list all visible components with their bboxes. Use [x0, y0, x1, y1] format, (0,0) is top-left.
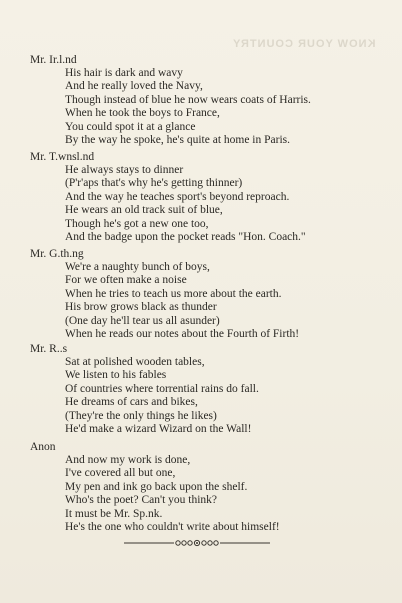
- verse-line: When he took the boys to France,: [65, 107, 220, 120]
- verse-line: His brow grows black as thunder: [65, 301, 217, 314]
- verse-line: And now my work is done,: [65, 454, 191, 466]
- stanza-lines: [65, 164, 306, 244]
- stanza-name: Mr. R..s: [30, 343, 68, 355]
- verse-line: We listen to his fables: [65, 369, 167, 382]
- verse-line: Who's the poet? Can't you think?: [65, 494, 218, 507]
- verse-line: His hair is dark and wavy: [65, 67, 183, 79]
- verse-line: For we often make a noise: [65, 274, 187, 287]
- verse-line: He wears an old track suit of blue,: [65, 204, 223, 217]
- verse-line: And the way he teaches sport's beyond reproach.: [65, 190, 290, 203]
- verse-line: (They're the only things he likes): [65, 409, 217, 422]
- decorative-divider-ornament: [122, 537, 272, 549]
- verse-line: My pen and ink go back upon the shelf.: [65, 480, 248, 493]
- verse-line: We're a naughty bunch of boys,: [65, 261, 210, 273]
- verse-line: He dreams of cars and bikes,: [65, 396, 198, 409]
- verse-line: When he reads our notes about the Fourth of Firth!: [65, 328, 300, 341]
- verse-line: Though he's got a new one too,: [65, 217, 209, 230]
- verse-line: Though instead of blue he now wears coats of Harris.: [65, 93, 311, 106]
- verse-line: When he tries to teach us more about the earth.: [65, 287, 282, 300]
- stanza-lines: [65, 356, 259, 436]
- stanza-lines: [65, 261, 299, 341]
- verse-line: Sat at polished wooden tables,: [65, 356, 205, 368]
- verse-line: (One day he'll tear us all asunder): [65, 314, 220, 327]
- verse-line: He always stays to dinner: [65, 164, 184, 176]
- stanza-name: Mr. T.wnsl.nd: [30, 151, 95, 163]
- verse-line: (P'r'aps that's why he's getting thinner): [65, 177, 243, 190]
- verse-line: Of countries where torrential rains do fall.: [65, 382, 259, 395]
- verse-line: You could spot it at a glance: [65, 120, 196, 133]
- verse-line: And the badge upon the pocket reads "Hon. Coach.": [65, 231, 306, 244]
- stanza-lines: [65, 454, 280, 534]
- stanza-name: Anon: [30, 441, 56, 453]
- verse-line: And he really loved the Navy,: [65, 80, 203, 93]
- verse-line: It must be Mr. Sp.nk.: [65, 507, 163, 520]
- stanza-name: Mr. Ir.l.nd: [30, 54, 77, 66]
- stanza-name: Mr. G.th.ng: [30, 248, 84, 260]
- show-through-heading: KNOW YOUR COUNTRY: [232, 38, 376, 50]
- verse-line: By the way he spoke, he's quite at home in Paris.: [65, 134, 291, 147]
- verse-line: He's the one who couldn't write about himself!: [65, 521, 280, 534]
- verse-line: He'd make a wizard Wizard on the Wall!: [65, 423, 252, 436]
- stanza-lines: [65, 67, 311, 147]
- verse-line: I've covered all but one,: [65, 467, 176, 480]
